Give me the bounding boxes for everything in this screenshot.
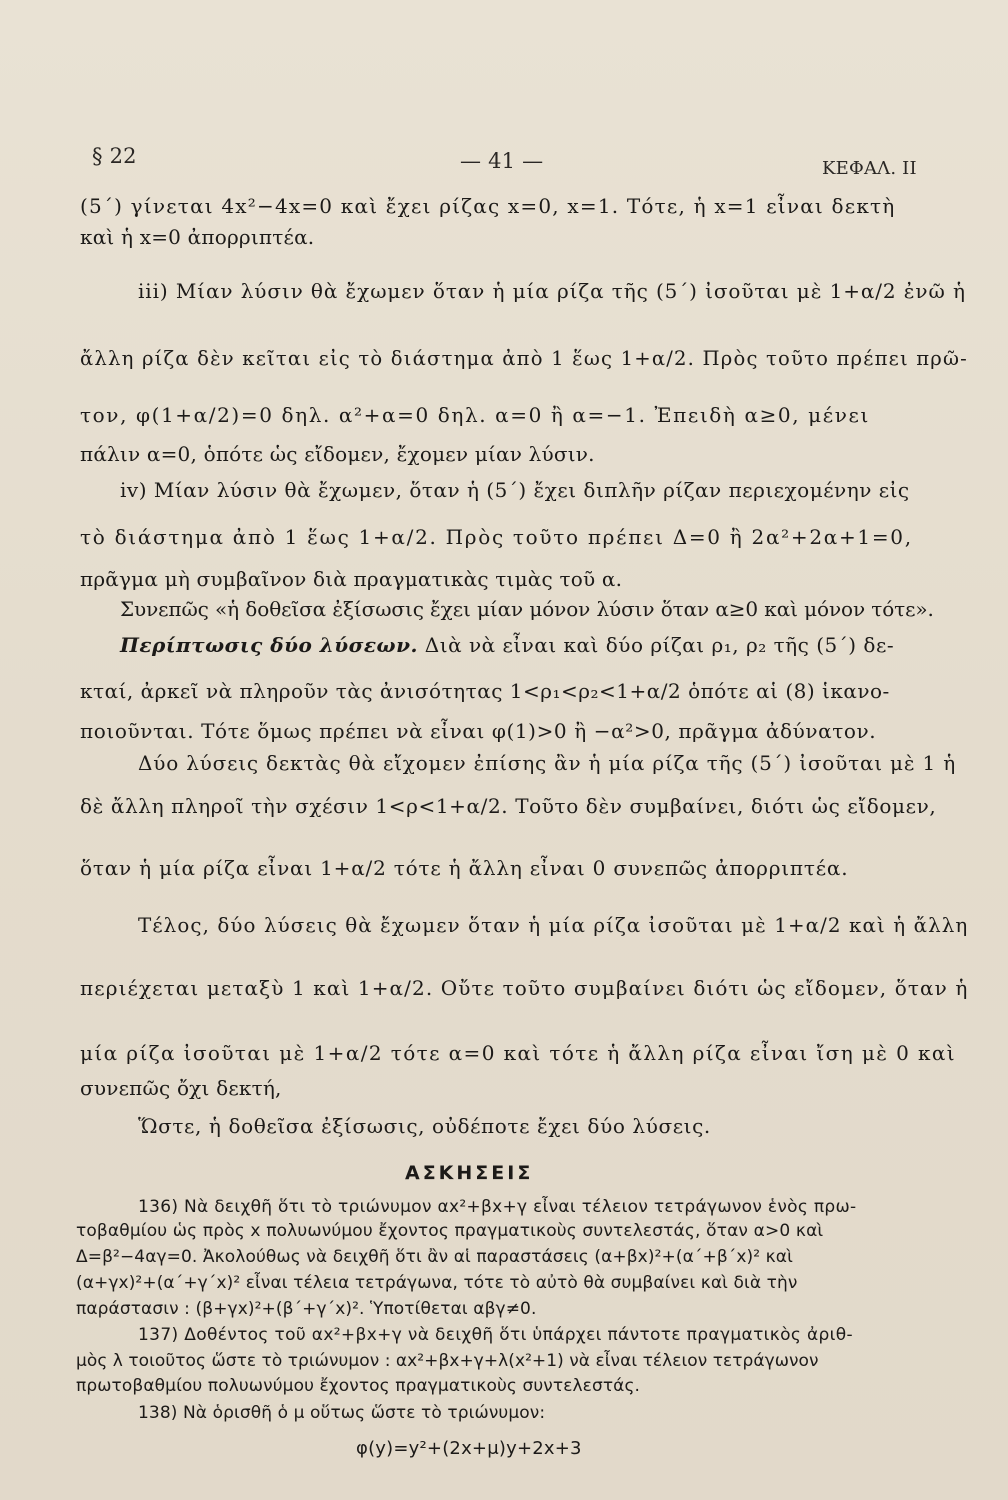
- text-line: πρᾶγμα μὴ συμβαῖνον διὰ πραγματικὰς τιμὰς τοῦ α.: [80, 567, 623, 591]
- text-line: μία ρίζα ἰσοῦται μὲ 1+α/2 τότε α=0 καὶ τότε ἡ ἄλλη ρίζα εἶναι ἴση μὲ 0 καὶ: [80, 1041, 957, 1065]
- text-line: δὲ ἄλλη πληροῖ τὴν σχέσιν 1<ρ<1+α/2. Τοῦτο δὲν συμβαίνει, διότι ὡς εἴδομεν,: [80, 794, 937, 818]
- chapter-label: ΚΕΦΑΛ. II: [822, 158, 917, 179]
- exercise-line: 137) Δοθέντος τοῦ αx²+βx+γ νὰ δειχθῆ ὅτι ὑπάρχει πάντοτε πραγματικὸς ἀριθ-: [138, 1325, 853, 1345]
- text-line: Συνεπῶς «ἡ δοθεῖσα ἐξίσωσις ἔχει μίαν μόνον λύσιν ὅταν α≥0 καὶ μόνον τότε».: [120, 597, 934, 621]
- text-line: ποιοῦνται. Τότε ὅμως πρέπει νὰ εἶναι φ(1)>0 ἢ −α²>0, πρᾶγμα ἀδύνατον.: [80, 719, 877, 743]
- subheading: Περίπτωσις δύο λύσεων.: [120, 633, 418, 657]
- page-number: — 41 —: [460, 149, 544, 173]
- exercise-line: 138) Νὰ ὁρισθῆ ὁ μ οὕτως ὥστε τὸ τριώνυμον:: [138, 1403, 546, 1423]
- text-line: συνεπῶς ὄχι δεκτή,: [80, 1076, 282, 1100]
- text-span: Διὰ νὰ εἶναι καὶ δύο ρίζαι ρ₁, ρ₂ τῆς (5΄) δε-: [417, 633, 895, 657]
- text-line: Τέλος, δύο λύσεις θὰ ἔχωμεν ὅταν ἡ μία ρίζα ἰσοῦται μὲ 1+α/2 καὶ ἡ ἄλλη: [138, 913, 969, 937]
- text-line: κταί, ἀρκεῖ νὰ πληροῦν τὰς ἀνισότητας 1<ρ₁<ρ₂<1+α/2 ὁπότε αἱ (8) ἱκανο-: [80, 679, 890, 703]
- exercise-line: (α+γx)²+(α΄+γ΄x)² εἶναι τέλεια τετράγωνα, τότε τὸ αὐτὸ θὰ συμβαίνει καὶ διὰ τὴν: [76, 1273, 798, 1293]
- text-line: πάλιν α=0, ὁπότε ὡς εἴδομεν, ἔχομεν μίαν λύσιν.: [80, 442, 595, 466]
- text-line: iv) Μίαν λύσιν θὰ ἔχωμεν, ὅταν ἡ (5΄) ἔχει διπλῆν ρίζαν περιεχομένην εἰς: [120, 478, 910, 502]
- text-line: περιέχεται μεταξὺ 1 καὶ 1+α/2. Οὔτε τοῦτο συμβαίνει διότι ὡς εἴδομεν, ὅταν ἡ: [80, 976, 969, 1000]
- text-line: [120, 632, 894, 658]
- text-line: Ὥστε, ἡ δοθεῖσα ἐξίσωσις, οὐδέποτε ἔχει δύο λύσεις.: [138, 1114, 711, 1138]
- text-line: ἄλλη ρίζα δὲν κεῖται εἰς τὸ διάστημα ἀπὸ 1 ἕως 1+α/2. Πρὸς τοῦτο πρέπει πρῶ-: [80, 346, 968, 370]
- exercise-line: παράστασιν : (β+γx)²+(β΄+γ΄x)². Ὑποτίθεται αβγ≠0.: [76, 1299, 537, 1319]
- text-line: τον, φ(1+α/2)=0 δηλ. α²+α=0 δηλ. α=0 ἢ α=−1. Ἐπειδὴ α≥0, μένει: [80, 403, 870, 427]
- exercise-line: 136) Νὰ δειχθῆ ὅτι τὸ τριώνυμον αx²+βx+γ εἶναι τέλειον τετράγωνον ἑνὸς πρω-: [138, 1197, 857, 1217]
- exercise-line: πρωτοβαθμίου πολυωνύμου ἔχοντος πραγματικοὺς συντελεστάς.: [76, 1376, 641, 1396]
- exercise-line: Δ=β²−4αγ=0. Ἀκολούθως νὰ δειχθῆ ὅτι ἂν αἱ παραστάσεις (α+βx)²+(α΄+β΄x)² καὶ: [76, 1247, 793, 1267]
- exercise-line: μὸς λ τοιοῦτος ὥστε τὸ τριώνυμον : αx²+βx+γ+λ(x²+1) νὰ εἶναι τέλειον τετράγωνον: [76, 1351, 819, 1371]
- text-line: iii) Μίαν λύσιν θὰ ἔχωμεν ὅταν ἡ μία ρίζα τῆς (5΄) ἰσοῦται μὲ 1+α/2 ἐνῶ ἡ: [138, 279, 966, 303]
- text-line: καὶ ἡ x=0 ἀπορριπτέα.: [80, 225, 315, 249]
- text-line: (5΄) γίνεται 4x²−4x=0 καὶ ἔχει ρίζας x=0, x=1. Τότε, ἡ x=1 εἶναι δεκτὴ: [80, 194, 896, 218]
- exercise-line: τοβαθμίου ὡς πρὸς x πολυωνύμου ἔχοντος πραγματικοὺς συντελεστάς, ὅταν α>0 καὶ: [76, 1221, 824, 1241]
- exercises-title: ΑΣΚΗΣΕΙΣ: [405, 1162, 534, 1184]
- equation: φ(y)=y²+(2x+μ)y+2x+3: [356, 1438, 582, 1459]
- text-line: τὸ διάστημα ἀπὸ 1 ἕως 1+α/2. Πρὸς τοῦτο πρέπει Δ=0 ἢ 2α²+2α+1=0,: [80, 525, 913, 549]
- section-number: § 22: [92, 144, 137, 168]
- text-line: ὅταν ἡ μία ρίζα εἶναι 1+α/2 τότε ἡ ἄλλη εἶναι 0 συνεπῶς ἀπορριπτέα.: [80, 856, 849, 880]
- text-line: Δύο λύσεις δεκτὰς θὰ εἴχομεν ἐπίσης ἂν ἡ μία ρίζα τῆς (5΄) ἰσοῦται μὲ 1 ἡ: [138, 751, 957, 775]
